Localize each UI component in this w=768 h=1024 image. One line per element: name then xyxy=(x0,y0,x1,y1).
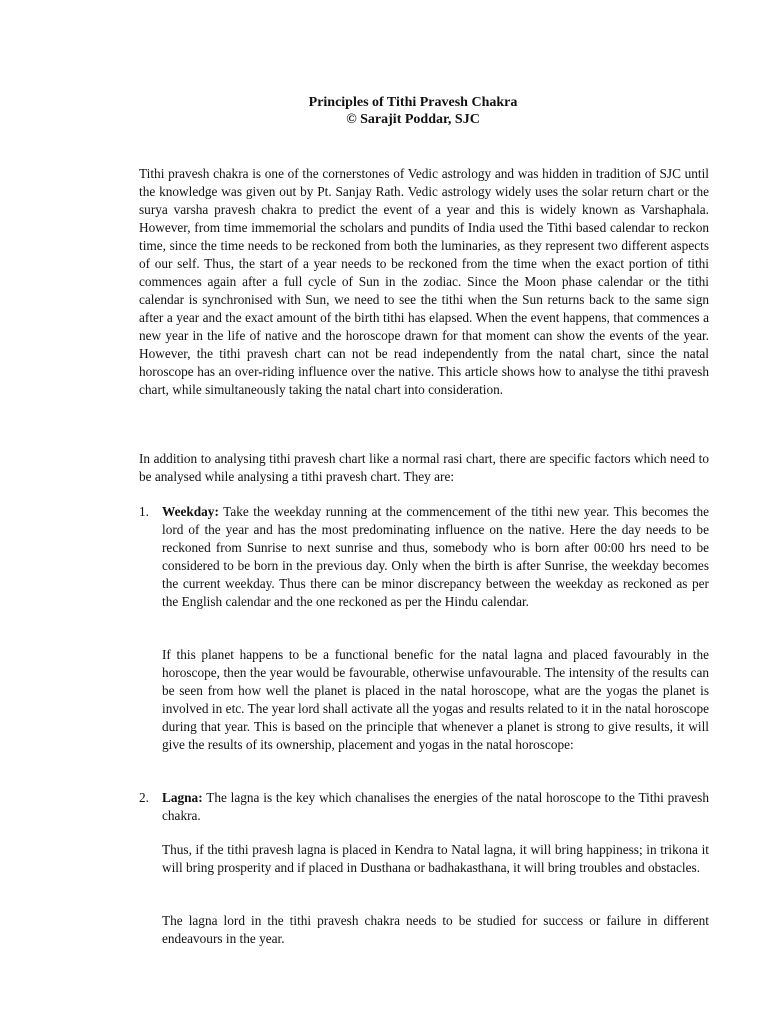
list-number-1: 1. xyxy=(139,504,149,519)
lagna-paragraph-3: The lagna lord in the tithi pravesh chakra needs to be studied for success or failure in different endeavours in the year. xyxy=(162,913,709,946)
factors-intro-paragraph: In addition to analysing tithi pravesh chart like a normal rasi chart, there are specific factors which need to be analysed while analysing a tithi pravesh chart. They are: xyxy=(139,451,709,484)
document-byline: © Sarajit Poddar, SJC xyxy=(346,112,480,127)
lagna-text: The lagna is the key which chanalises the energies of the natal horoscope to the Tithi pravesh chakra. xyxy=(162,790,709,823)
weekday-text: Take the weekday running at the commencement of the tithi new year. This becomes the lord of the year and has the most predominating influence on the native. Here the day needs to be reckoned from Sunrise to next sunrise and thus, somebody who is born after 00:00 hrs need to be considered to be born in the previous day. Only when the birth is after Sunrise, the weekday becomes the current weekday. Thus there can be minor discrepancy between the weekday as reckoned as per the English calendar and the one reckoned as per the Hindu calendar. xyxy=(162,504,709,609)
intro-paragraph: Tithi pravesh chakra is one of the cornerstones of Vedic astrology and was hidden in tradition of SJC until the knowledge was given out by Pt. Sanjay Rath. Vedic astrology widely uses the solar return chart or the surya varsha pravesh chakra to predict the event of a year and this is widely known as Varshaphala. However, from time immemorial the scholars and pundits of India used the Tithi based calendar to reckon time, since the time needs to be reckoned from both the luminaries, as they represent two different aspects of our self. Thus, the start of a year needs to be reckoned from the time when the exact portion of tithi commences again after a full cycle of Sun in the zodiac. Since the Moon phase calendar or the tithi calendar is synchronised with Sun, we need to see the tithi when the Sun returns back to the same sign after a year and the exact amount of the birth tithi has elapsed. When the event happens, that commences a new year in the life of native and the horoscope drawn for that moment can show the events of the year. However, the tithi pravesh chart can not be read independently from the natal chart, since the natal horoscope has an over-riding influence over the native. This article shows how to analyse the tithi pravesh chart, while simultaneously taking the natal chart into consideration. xyxy=(139,166,709,397)
lagna-term: Lagna: xyxy=(162,790,203,805)
list-item-lagna xyxy=(162,789,709,825)
document-title-block xyxy=(0,94,768,128)
lagna-paragraph-2: Thus, if the tithi pravesh lagna is placed in Kendra to Natal lagna, it will bring happiness; in trikona it will bring prosperity and if placed in Dusthana or badhakasthana, it will bring troubles and obstacles. xyxy=(162,842,709,875)
list-number-2: 2. xyxy=(139,790,149,805)
weekday-paragraph-2: If this planet happens to be a functional benefic for the natal lagna and placed favourably in the horoscope, then the year would be favourable, otherwise unfavourable. The intensity of the results can be seen from how well the planet is placed in the natal horoscope, what are the yogas the planet is involved in etc. The year lord shall activate all the yogas and results related to it in the natal horoscope during that year. This is based on the principle that whenever a planet is strong to give results, it will give the results of its ownership, placement and yogas in the natal horoscope: xyxy=(162,647,709,752)
weekday-term: Weekday: xyxy=(162,504,219,519)
document-title: Principles of Tithi Pravesh Chakra xyxy=(308,95,518,110)
list-item-weekday xyxy=(162,503,709,611)
